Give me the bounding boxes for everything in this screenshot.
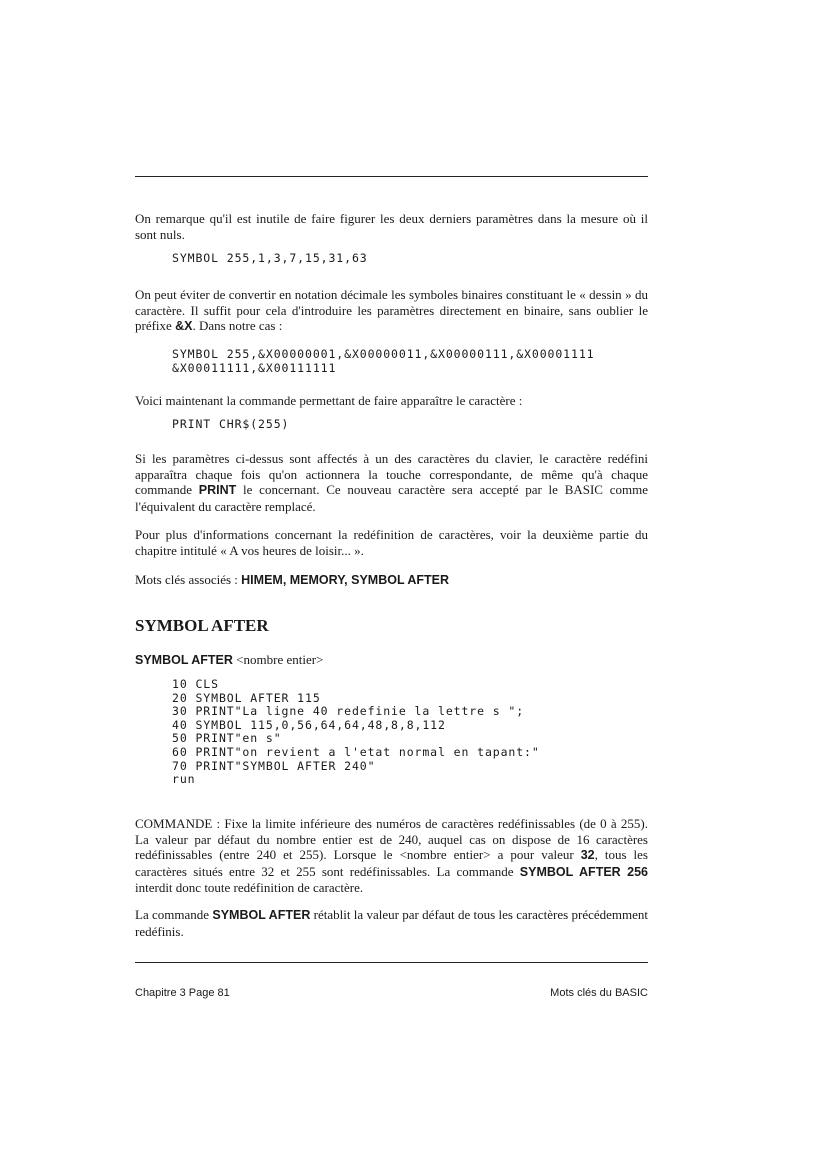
paragraph-binary-end: . Dans notre cas : — [192, 318, 283, 333]
paragraph-reset — [135, 907, 648, 939]
paragraph-binary-text: On peut éviter de convertir en notation décimale les symboles binaires constituant le « dessin » du caractère. Il suffit pour cela d'introduire les paramètres directement en binaire, sans oublier le préfixe — [135, 287, 648, 333]
paragraph-remark: On remarque qu'il est inutile de faire figurer les deux derniers paramètres dans la mesure où il sont nuls. — [135, 211, 648, 242]
paragraph-command — [135, 816, 648, 896]
paragraph-reset-text-a: La commande — [135, 907, 210, 922]
paragraph-reset-text-b: rétablit la valeur par défaut de tous les caractères précédemment redéfinis. — [135, 907, 649, 939]
footer-section-title: Mots clés du BASIC — [550, 987, 648, 999]
top-rule — [135, 176, 648, 177]
paragraph-display: Voici maintenant la commande permettant de faire apparaître le caractère : — [135, 393, 523, 408]
symbol-after-256: SYMBOL AFTER 256 — [519, 864, 649, 879]
binary-prefix: &X — [175, 319, 193, 333]
paragraph-more-info: Pour plus d'informations concernant la redéfinition de caractères, voir la deuxième partie du chapitre intitulé « A vos heures de loisir... ». — [135, 527, 648, 558]
code-example-program: 10 CLS 20 SYMBOL AFTER 115 30 PRINT"La ligne 40 redefinie la lettre s "; 40 SYMBOL 115,0,56,64,64,48,8,8,112 50 PRINT"en s" 60 PRINT"on revient a l'etat normal en tapant:" 70 PRINT"SYMBOL AFTER 240" run — [172, 677, 540, 787]
paragraph-command-text-a: COMMANDE : Fixe la limite inférieure des numéros de caractères redéfinissables (de 0 à 255). La valeur par défaut du nombre entier est de 240, auquel cas on dispose de 16 caractères redéfinissables (entre 240 et 255). Lorsque le <nombre entier> a pour valeur — [135, 816, 648, 862]
section-heading: SYMBOL AFTER — [135, 616, 269, 635]
paragraph-keyboard — [135, 451, 648, 514]
related-keywords-label: Mots clés associés : — [135, 572, 238, 587]
paragraph-binary — [135, 287, 648, 335]
bottom-rule — [135, 962, 648, 963]
print-keyword: PRINT — [198, 483, 237, 497]
code-example-print: PRINT CHR$(255) — [172, 417, 290, 431]
paragraph-keyboard-text-a: Si les paramètres ci-dessus sont affectés à un des caractères du clavier, le caractère redéfini apparaîtra chaque fois qu'on actionnera la touche correspondante, de même qu'à chaque commande — [135, 451, 648, 497]
paragraph-command-text-c: interdit donc toute redéfinition de caractère. — [135, 880, 364, 895]
syntax-keyword: SYMBOL AFTER — [135, 653, 233, 667]
footer-page-info: Chapitre 3 Page 81 — [135, 987, 230, 999]
related-keywords-list: HIMEM, MEMORY, SYMBOL AFTER — [241, 573, 450, 587]
related-keywords — [135, 572, 648, 589]
paragraph-command-text-b: , tous les caractères situés entre 32 et 255 sont redéfinissables. La commande — [135, 847, 648, 879]
symbol-after-keyword: SYMBOL AFTER — [212, 908, 311, 922]
code-example-binary: SYMBOL 255,&X00000001,&X00000011,&X00000111,&X00001111 &X00011111,&X00111111 — [172, 347, 595, 375]
syntax-line — [135, 652, 323, 668]
syntax-argument: <nombre entier> — [236, 652, 324, 667]
code-example-decimal: SYMBOL 255,1,3,7,15,31,63 — [172, 251, 368, 265]
value-32: 32 — [580, 848, 595, 862]
paragraph-keyboard-text-b: le concernant. Ce nouveau caractère sera accepté par le BASIC comme l'équivalent du caractère remplacé. — [135, 482, 648, 514]
